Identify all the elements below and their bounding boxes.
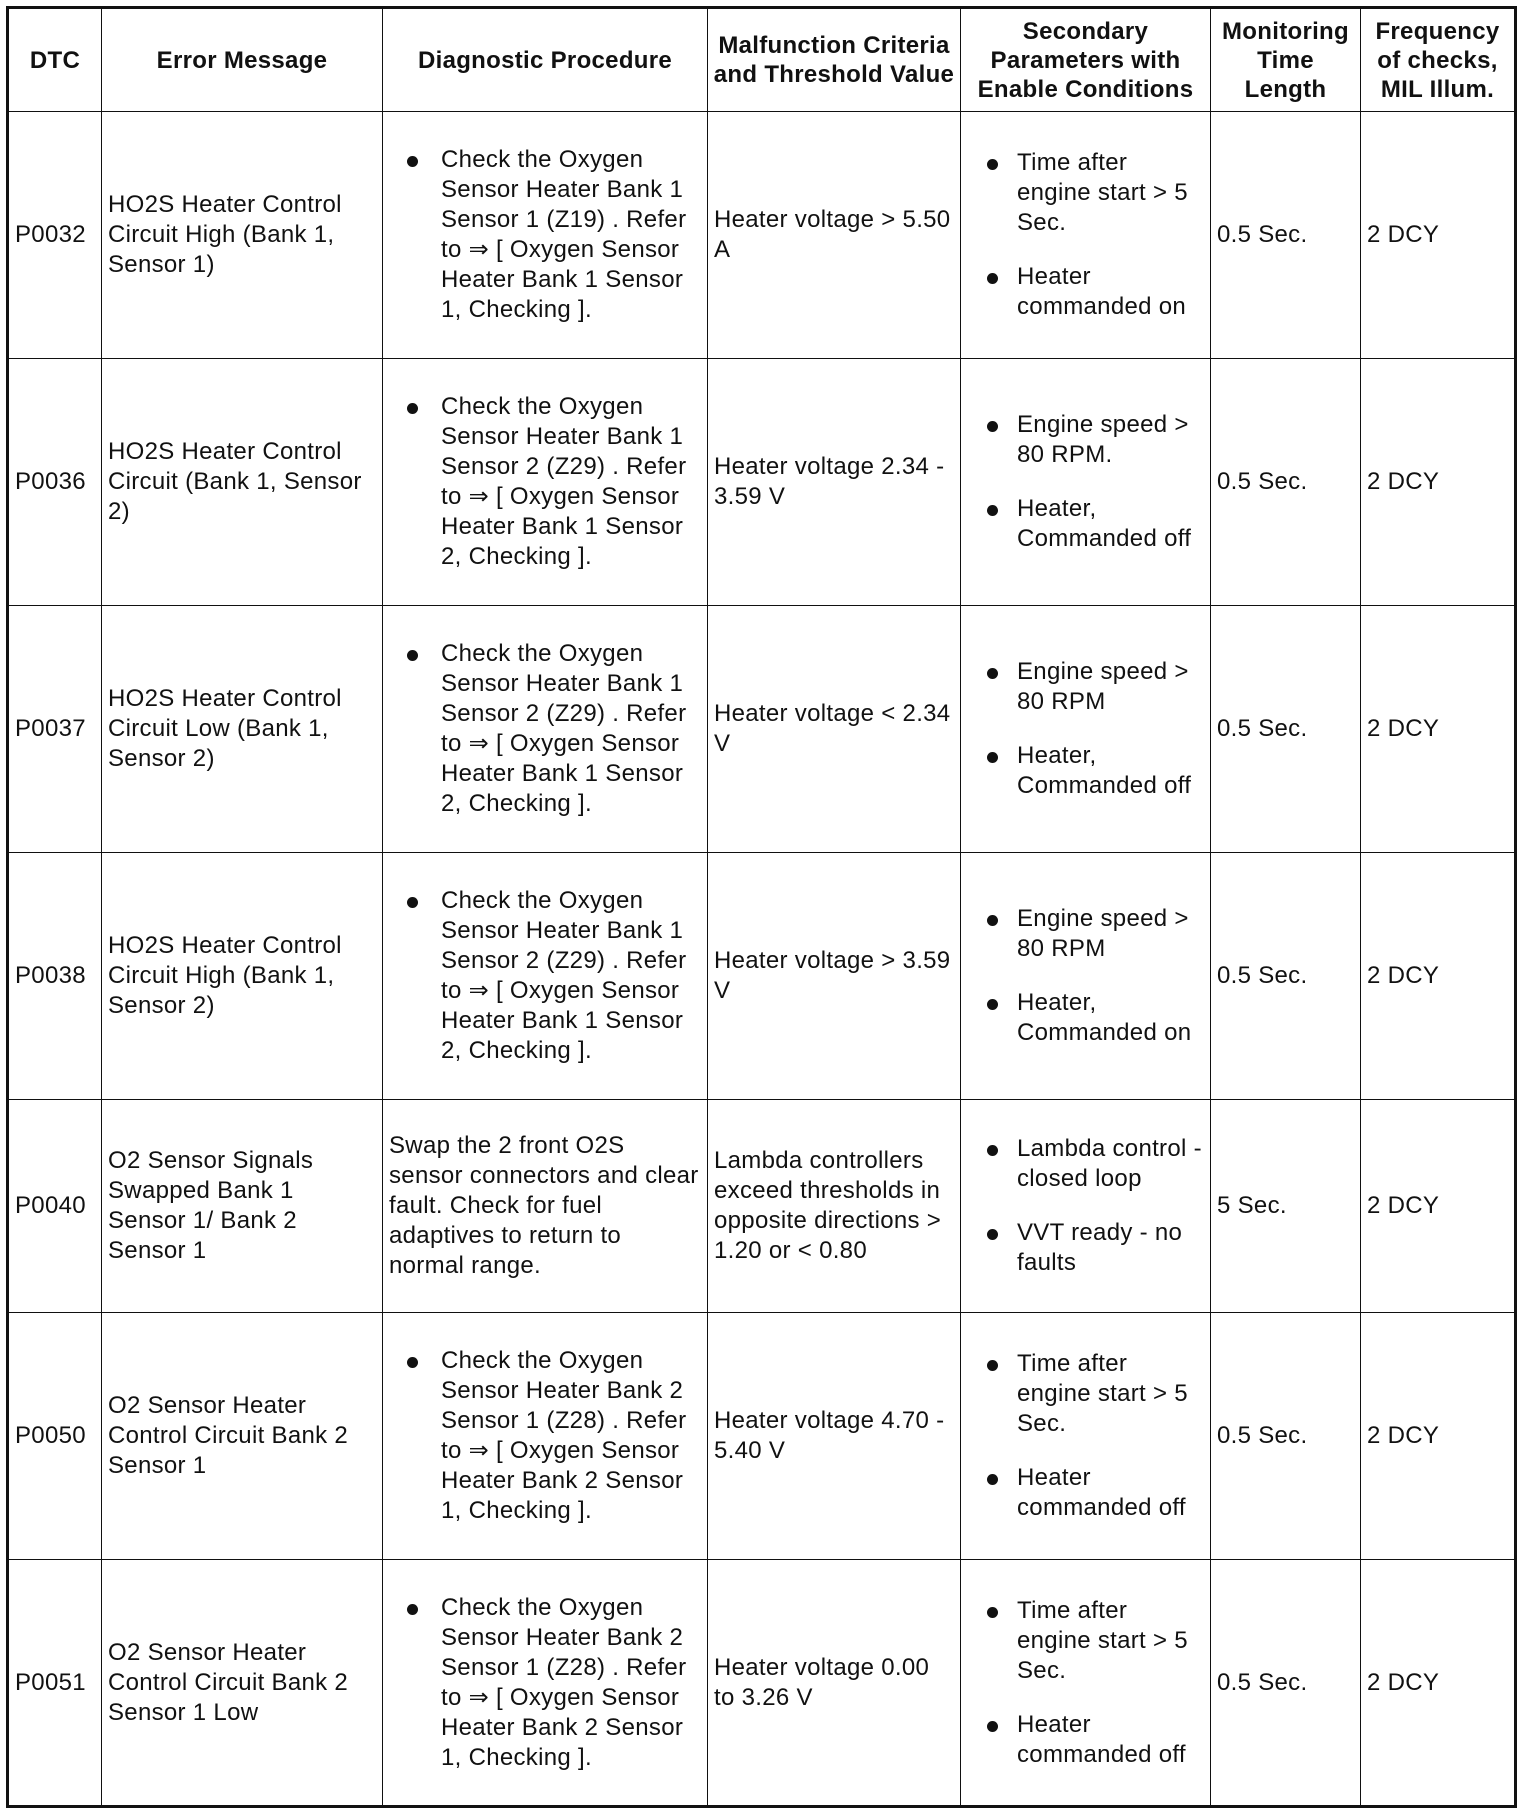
cell-procedure <box>383 606 708 853</box>
cell-criteria: Heater voltage 0.00 to 3.26 V <box>708 1560 961 1807</box>
cell-frequency: 2 DCY <box>1361 1560 1516 1807</box>
cell-secondary <box>961 606 1211 853</box>
header-row <box>8 8 1516 112</box>
header-diagnostic-procedure: Diagnostic Procedure <box>383 8 708 112</box>
header-malfunction-criteria: Malfunction Criteria and Threshold Value <box>708 8 961 112</box>
procedure-item: Check the Oxygen Sensor Heater Bank 1 Sensor 1 (Z19) . Refer to ⇒ [ Oxygen Sensor Heater Bank 1 Sensor 1, Checking ]. <box>389 145 703 325</box>
cell-secondary <box>961 1100 1211 1313</box>
secondary-list <box>967 1134 1206 1278</box>
cell-monitoring: 0.5 Sec. <box>1211 359 1361 606</box>
cell-frequency: 2 DCY <box>1361 359 1516 606</box>
header-dtc: DTC <box>8 8 102 112</box>
document-page <box>6 6 1514 1806</box>
cell-frequency: 2 DCY <box>1361 112 1516 359</box>
cell-monitoring: 0.5 Sec. <box>1211 1313 1361 1560</box>
secondary-item: Engine speed > 80 RPM <box>967 904 1206 964</box>
header-secondary-parameters: Secondary Parameters with Enable Conditions <box>961 8 1211 112</box>
header-error-message: Error Message <box>102 8 383 112</box>
secondary-item: Lambda control - closed loop <box>967 1134 1206 1194</box>
secondary-list <box>967 1596 1206 1770</box>
procedure-item: Check the Oxygen Sensor Heater Bank 1 Sensor 2 (Z29) . Refer to ⇒ [ Oxygen Sensor Heater Bank 1 Sensor 2, Checking ]. <box>389 886 703 1066</box>
cell-criteria: Lambda controllers exceed thresholds in opposite directions > 1.20 or < 0.80 <box>708 1100 961 1313</box>
cell-criteria: Heater voltage 2.34 - 3.59 V <box>708 359 961 606</box>
cell-frequency: 2 DCY <box>1361 606 1516 853</box>
cell-monitoring: 0.5 Sec. <box>1211 112 1361 359</box>
header-frequency: Frequency of checks, MIL Illum. <box>1361 8 1516 112</box>
table-row <box>8 853 1516 1100</box>
cell-monitoring: 0.5 Sec. <box>1211 606 1361 853</box>
secondary-item: Heater commanded off <box>967 1710 1206 1770</box>
procedure-list <box>389 1593 703 1773</box>
table-row <box>8 606 1516 853</box>
cell-error-message: HO2S Heater Control Circuit (Bank 1, Sensor 2) <box>102 359 383 606</box>
secondary-item: Heater, Commanded off <box>967 741 1206 801</box>
cell-dtc: P0050 <box>8 1313 102 1560</box>
secondary-item: Heater, Commanded off <box>967 494 1206 554</box>
table-row <box>8 112 1516 359</box>
cell-dtc: P0036 <box>8 359 102 606</box>
secondary-item: Heater, Commanded on <box>967 988 1206 1048</box>
cell-secondary <box>961 1560 1211 1807</box>
cell-dtc: P0037 <box>8 606 102 853</box>
cell-criteria: Heater voltage > 5.50 A <box>708 112 961 359</box>
procedure-item: Check the Oxygen Sensor Heater Bank 2 Sensor 1 (Z28) . Refer to ⇒ [ Oxygen Sensor Heater Bank 2 Sensor 1, Checking ]. <box>389 1593 703 1773</box>
cell-dtc: P0051 <box>8 1560 102 1807</box>
cell-monitoring: 0.5 Sec. <box>1211 1560 1361 1807</box>
cell-procedure <box>383 1313 708 1560</box>
cell-error-message: HO2S Heater Control Circuit High (Bank 1, Sensor 1) <box>102 112 383 359</box>
cell-frequency: 2 DCY <box>1361 853 1516 1100</box>
secondary-item: VVT ready - no faults <box>967 1218 1206 1278</box>
cell-procedure <box>383 112 708 359</box>
secondary-list <box>967 410 1206 554</box>
procedure-list <box>389 145 703 325</box>
table-row <box>8 1313 1516 1560</box>
procedure-list <box>389 392 703 572</box>
procedure-list <box>389 886 703 1066</box>
secondary-item: Time after engine start > 5 Sec. <box>967 148 1206 238</box>
cell-secondary <box>961 359 1211 606</box>
cell-secondary <box>961 112 1211 359</box>
secondary-item: Heater commanded on <box>967 262 1206 322</box>
secondary-item: Engine speed > 80 RPM. <box>967 410 1206 470</box>
secondary-item: Time after engine start > 5 Sec. <box>967 1349 1206 1439</box>
cell-frequency: 2 DCY <box>1361 1100 1516 1313</box>
cell-error-message: HO2S Heater Control Circuit Low (Bank 1, Sensor 2) <box>102 606 383 853</box>
cell-procedure <box>383 1560 708 1807</box>
procedure-item: Check the Oxygen Sensor Heater Bank 1 Sensor 2 (Z29) . Refer to ⇒ [ Oxygen Sensor Heater Bank 1 Sensor 2, Checking ]. <box>389 639 703 819</box>
secondary-list <box>967 1349 1206 1523</box>
header-monitoring-time: Monitoring Time Length <box>1211 8 1361 112</box>
cell-procedure <box>383 359 708 606</box>
secondary-item: Time after engine start > 5 Sec. <box>967 1596 1206 1686</box>
cell-dtc: P0038 <box>8 853 102 1100</box>
table-row <box>8 1100 1516 1313</box>
cell-monitoring: 0.5 Sec. <box>1211 853 1361 1100</box>
cell-secondary <box>961 853 1211 1100</box>
secondary-list <box>967 904 1206 1048</box>
procedure-item: Check the Oxygen Sensor Heater Bank 2 Sensor 1 (Z28) . Refer to ⇒ [ Oxygen Sensor Heater Bank 2 Sensor 1, Checking ]. <box>389 1346 703 1526</box>
cell-error-message: O2 Sensor Heater Control Circuit Bank 2 Sensor 1 <box>102 1313 383 1560</box>
secondary-list <box>967 148 1206 322</box>
table-row <box>8 359 1516 606</box>
procedure-item: Check the Oxygen Sensor Heater Bank 1 Sensor 2 (Z29) . Refer to ⇒ [ Oxygen Sensor Heater Bank 1 Sensor 2, Checking ]. <box>389 392 703 572</box>
cell-monitoring: 5 Sec. <box>1211 1100 1361 1313</box>
cell-criteria: Heater voltage 4.70 - 5.40 V <box>708 1313 961 1560</box>
secondary-item: Engine speed > 80 RPM <box>967 657 1206 717</box>
secondary-list <box>967 657 1206 801</box>
cell-dtc: P0032 <box>8 112 102 359</box>
cell-error-message: O2 Sensor Heater Control Circuit Bank 2 Sensor 1 Low <box>102 1560 383 1807</box>
procedure-list <box>389 1346 703 1526</box>
table-row <box>8 1560 1516 1807</box>
cell-criteria: Heater voltage > 3.59 V <box>708 853 961 1100</box>
cell-procedure <box>383 853 708 1100</box>
cell-dtc: P0040 <box>8 1100 102 1313</box>
cell-error-message: HO2S Heater Control Circuit High (Bank 1, Sensor 2) <box>102 853 383 1100</box>
cell-frequency: 2 DCY <box>1361 1313 1516 1560</box>
dtc-table <box>6 6 1517 1808</box>
secondary-item: Heater commanded off <box>967 1463 1206 1523</box>
cell-criteria: Heater voltage < 2.34 V <box>708 606 961 853</box>
cell-procedure: Swap the 2 front O2S sensor connectors and clear fault. Check for fuel adaptives to return to normal range. <box>383 1100 708 1313</box>
procedure-list <box>389 639 703 819</box>
cell-secondary <box>961 1313 1211 1560</box>
cell-error-message: O2 Sensor Signals Swapped Bank 1 Sensor 1/ Bank 2 Sensor 1 <box>102 1100 383 1313</box>
